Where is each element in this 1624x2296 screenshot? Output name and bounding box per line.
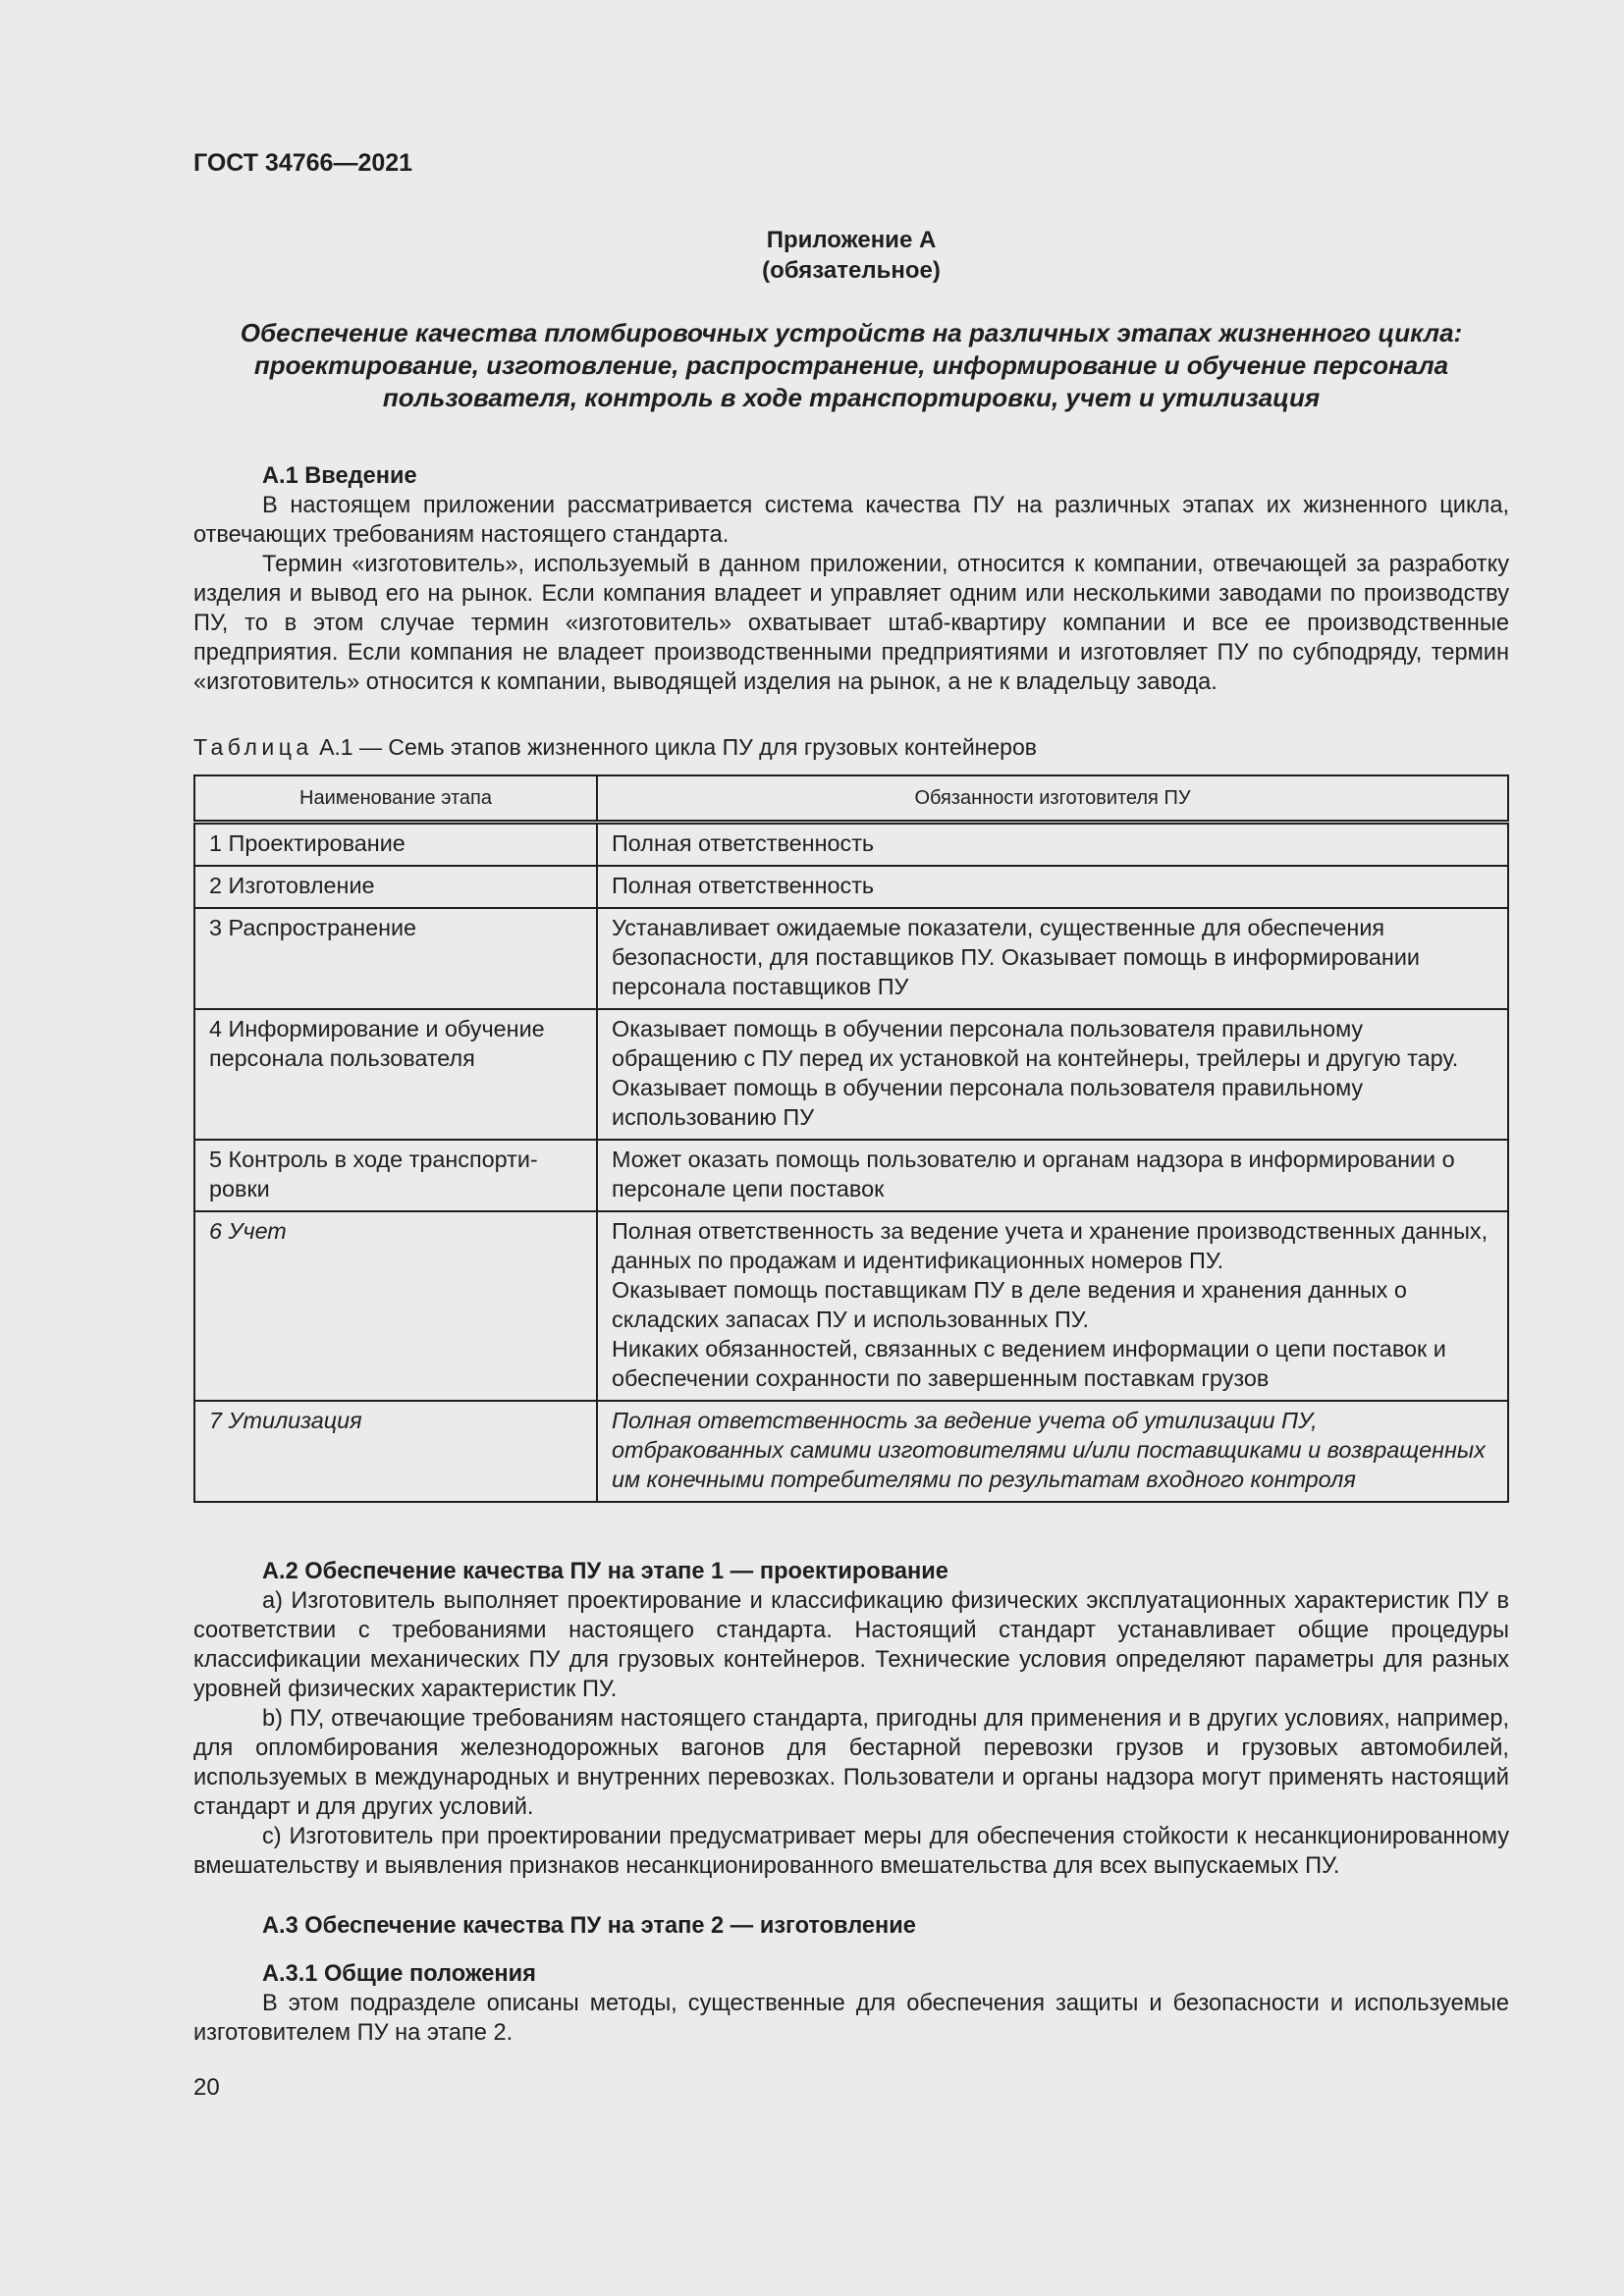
paragraph: b) ПУ, отвечающие требованиям настоящего стандарта, пригодны для применения и в других условиях, например, для опломбирования железнодорожных вагонов для бестарной перевозки грузов и грузовых автомобилей, используемых в международных и внутренних перевозках. Пользователи и органы надзора могут применять настоящий стандарт и для других условий. [193,1706,1509,1820]
section-heading: А.3 Обеспечение качества ПУ на этапе 2 — изготовление [262,1913,916,1939]
column-header: Наименование этапа [194,775,597,823]
duty-cell: Оказывает помощь в обучении персонала пользователя правильному обращению с ПУ перед их установкой на контейнеры, трейлеры и другую тару. Оказывает помощь в обучении персонала пользователя правильному использованию ПУ [597,1009,1508,1140]
duty-cell: Полная ответственность [597,823,1508,867]
section-a2 [193,1557,1509,1881]
section-heading: А.2 Обеспечение качества ПУ на этапе 1 — проектирование [262,1559,948,1584]
stage-cell: 3 Распространение [194,908,597,1009]
annex-label-block [193,225,1509,286]
subsection-heading: А.3.1 Общие положения [262,1961,536,1987]
duty-line: Никаких обязанностей, связанных с ведением информации о цепи поставок и обеспечении сохранности по завершенным поставкам грузов [612,1336,1446,1391]
stage-cell: 6 Учет [194,1211,597,1401]
table-row [194,908,1508,1009]
caption-text: А.1 — Семь этапов жизненного цикла ПУ для грузовых контейнеров [319,734,1037,760]
section-a3 [193,1911,1509,2048]
stage-cell: 1 Проектирование [194,823,597,867]
duty-cell: Устанавливает ожидаемые показатели, существенные для обеспечения безопасности, для поставщиков ПУ. Оказывает помощь в информировании персонала поставщиков ПУ [597,908,1508,1009]
stage-cell: 4 Информирование и обучение персонала пользователя [194,1009,597,1140]
doc-number: ГОСТ 34766—2021 [193,149,413,177]
page-number: 20 [193,2074,220,2101]
table-row [194,1211,1508,1401]
table-row [194,1140,1508,1211]
paragraph: а) Изготовитель выполняет проектирование и классификацию физических эксплуатационных характеристик ПУ в соответствии с требованиями настоящего стандарта. Настоящий стандарт устанавливает общие процедуры классификации механических ПУ для грузовых контейнеров. Технические условия определяют параметры для разных уровней физических характеристик ПУ. [193,1588,1509,1702]
column-header: Обязанности изготовителя ПУ [597,775,1508,823]
paragraph: Термин «изготовитель», используемый в данном приложении, относится к компании, отвечающей за разработку изделия и вывод его на рынок. Если компания владеет и управляет одним или несколькими заводами по производству ПУ, то в этом случае термин «изготовитель» охватывает штаб-квартиру компании и все ее производственные предприятия. Если компания не владеет производственными предприятиями и изготовляет ПУ по субподряду, термин «изготовитель» относится к компании, выводящей изделия на рынок, а не к владельцу завода. [193,552,1509,695]
table-row [194,1401,1508,1502]
duty-cell [597,1211,1508,1401]
table-header-row [194,775,1508,823]
duty-cell: Полная ответственность за ведение учета об утилизации ПУ, отбракованных самими изготовителями и/или поставщиками и возвращенных им конечными потребителями по результатам входного контроля [597,1401,1508,1502]
paragraph: с) Изготовитель при проектировании предусматривает меры для обеспечения стойкости к несанкционированному вмешательству и выявления признаков несанкционированного вмешательства для всех выпускаемых ПУ. [193,1824,1509,1879]
duty-cell: Может оказать помощь пользователю и органам надзора в информировании о персонале цепи поставок [597,1140,1508,1211]
table-row [194,823,1508,867]
annex-status: (обязательное) [762,257,941,284]
table-caption [193,732,1037,762]
lifecycle-table [193,774,1509,1503]
caption-prefix: Таблица [193,734,313,760]
paragraph: В настоящем приложении рассматривается система качества ПУ на различных этапах их жизненного цикла, отвечающих требованиям настоящего стандарта. [193,493,1509,548]
paragraph: В этом подразделе описаны методы, существенные для обеспечения защиты и безопасности и используемые изготовителем ПУ на этапе 2. [193,1991,1509,2046]
section-heading: А.1 Введение [262,463,417,489]
stage-cell: 7 Утилизация [194,1401,597,1502]
table-row [194,866,1508,908]
section-a1 [193,461,1509,697]
duty-line: Оказывает помощь поставщикам ПУ в деле ведения и хранения данных о складских запасах ПУ и использованных ПУ. [612,1277,1407,1332]
duty-line: Полная ответственность за ведение учета и хранение производственных данных, данных по продажам и идентификационных номеров ПУ. [612,1218,1489,1273]
table-row [194,1009,1508,1140]
stage-cell: 5 Контроль в ходе транспорти-ровки [194,1140,597,1211]
annex-title: Обеспечение качества пломбировочных устройств на различных этапах жизненного цикла: проектирование, изготовление, распространение, информирование и обучение персонала пользователя, контроль в ходе транспортировки, учет и утилизация [240,318,1463,412]
stage-cell: 2 Изготовление [194,866,597,908]
duty-cell: Полная ответственность [597,866,1508,908]
annex-label: Приложение А [766,227,937,253]
